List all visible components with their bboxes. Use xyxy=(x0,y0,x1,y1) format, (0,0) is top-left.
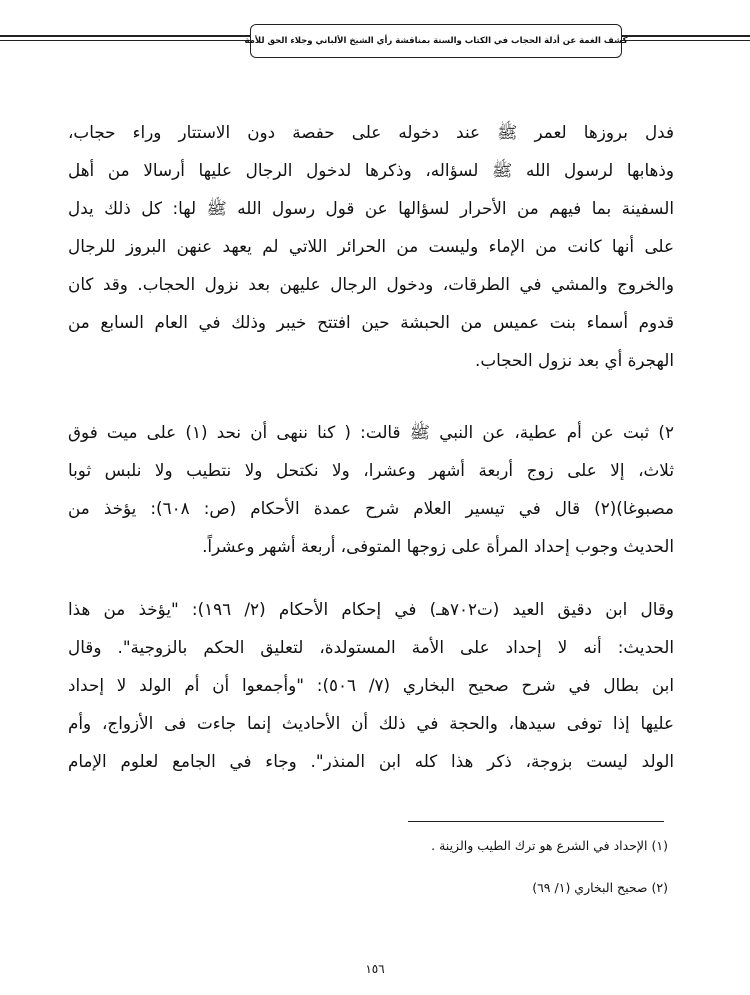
paragraph-line: ابن بطال في شرح صحيح البخاري (٧/ ٥٠٦): "وأجمعوا أن أم الولد لا إحداد xyxy=(68,675,674,695)
paragraph-line: وذهابها لرسول الله ﷺ لسؤاله، وذكرها لدخول الرجال عليها أرسالا من أهل xyxy=(68,160,674,180)
header-rule-left-top xyxy=(0,35,250,37)
footnote-2: (٢) صحيح البخاري (١/ ٦٩) xyxy=(532,880,668,895)
paragraph-3 xyxy=(68,590,674,784)
paragraph-line: ٢) ثبت عن أم عطية، عن النبي ﷺ قالت: ( كنا ننهى أن نحد (١) على ميت فوق xyxy=(68,422,674,442)
header-rule-left-bottom xyxy=(0,40,250,41)
running-header xyxy=(244,24,628,58)
paragraph-line: الولد ليست بزوجة، ذكر هذا كله ابن المنذر". وجاء في الجامع لعلوم الإمام xyxy=(68,751,674,771)
paragraph-line: فدل بروزها لعمر ﷺ عند دخوله على حفصة دون الاستتار وراء حجاب، xyxy=(68,122,674,142)
footnote-separator xyxy=(408,821,664,822)
paragraph-line: والخروج والمشي في الطرقات، ودخول الرجال عليهن بعد نزول الحجاب. وقد كان xyxy=(68,274,674,294)
page-number: ١٥٦ xyxy=(365,962,385,976)
header-rule-right-top xyxy=(622,35,750,37)
paragraph-line: السفينة بما فيهم من الأحرار لسؤالها عن قول رسول الله ﷺ لها: كل ذلك يدل xyxy=(68,198,674,218)
paragraph-line: ثلاث، إلا على زوج أربعة أشهر وعشرا، ولا نكتحل ولا نتطيب ولا نلبس ثوبا xyxy=(68,460,674,480)
paragraph-1 xyxy=(68,113,674,383)
paragraph-line: الهجرة أي بعد نزول الحجاب. xyxy=(474,350,674,370)
paragraph-line: مصبوغا)(٢) قال في تيسير العلام شرح عمدة الأحكام (ص: ٦٠٨): يؤخذ من xyxy=(68,498,674,518)
paragraph-line: عليها إذا توفى سيدها، والحجة في ذلك أن الأحاديث إنما جاءت فى الأزواج، وأم xyxy=(68,713,674,733)
paragraph-2 xyxy=(68,413,674,569)
header-rule-right-bottom xyxy=(622,40,750,41)
paragraph-line: الحديث وجوب إحداد المرأة على زوجها المتوفى، أربعة أشهر وعشراً. xyxy=(202,536,674,556)
footnote-1: (١) الإحداد في الشرع هو ترك الطيب والزينة . xyxy=(431,838,668,853)
paragraph-line: وقال ابن دقيق العيد (ت٧٠٢هـ) في إحكام الأحكام (٢/ ١٩٦): "يؤخذ من هذا xyxy=(68,599,674,619)
header-title: كشف الغمة عن أدلة الحجاب في الكتاب والسنة بمناقشة رأي الشيخ الألباني وجلاء الحق للأمة xyxy=(244,36,628,46)
paragraph-line: قدوم أسماء بنت عميس من الحبشة حين افتتح خيبر وذلك في العام السابع من xyxy=(68,312,674,332)
paragraph-line: الحديث: أنه لا إحداد على الأمة المستولدة، لتعليق الحكم بالزوجية". وقال xyxy=(68,637,674,657)
paragraph-line: على أنها كانت من الإماء وليست من الحرائر اللاتي لم يعهد عنهن البروز للرجال xyxy=(68,236,674,256)
